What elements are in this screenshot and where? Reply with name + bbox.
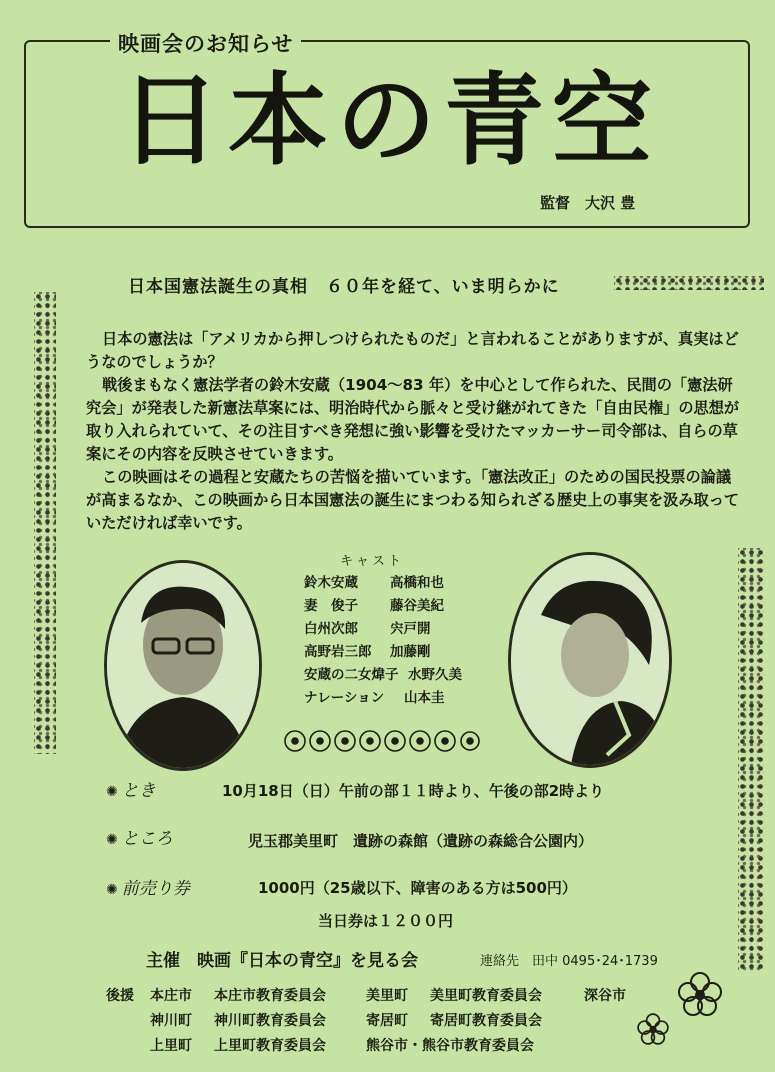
sponsor-item: 寄居町教育委員会 [430, 1013, 542, 1029]
cast-list [304, 572, 462, 710]
flower-icon [636, 1012, 670, 1050]
flower-bullet-icon: ✺ [106, 882, 118, 898]
cast-actor: 高橋和也 [390, 575, 444, 591]
cast-actor: 宍戸開 [390, 621, 431, 637]
flower-ornament [280, 726, 480, 760]
portrait-male-actor [104, 560, 262, 771]
cast-row [304, 572, 462, 595]
sponsor-item: 上里町教育委員会 [214, 1038, 326, 1054]
lace-border-right [738, 548, 764, 973]
advance-ticket-value: 1000円（25歳以下、障害のある方は500円） [258, 879, 577, 897]
sponsor-row [106, 1034, 626, 1059]
cast-actor: 加藤剛 [390, 644, 431, 660]
sponsors [106, 984, 626, 1059]
sponsor-item: 深谷市 [584, 988, 626, 1004]
advance-ticket-label: ✺ 前売り券 [106, 879, 190, 899]
portrait-female-actor [508, 552, 672, 768]
flower-bullet-icon: ✺ [106, 832, 118, 848]
organizer: 主催 映画『日本の青空』を見る会 [146, 951, 418, 971]
sponsor-item: 本庄市 [150, 988, 192, 1004]
when-label: ✺ とき [106, 781, 156, 801]
sponsor-item: 美里町 [366, 988, 408, 1004]
lace-border-left [34, 292, 56, 754]
sponsor-row [106, 1009, 626, 1034]
movie-title: 日本の青空 [120, 61, 660, 179]
intro-paragraph-2: 戦後まもなく憲法学者の鈴木安蔵（1904～83 年）を中心として作られた、民間の「憲法研究会」が発表した新憲法草案には、明治時代から脈々と受け継がれてきた「自由民権」の思想が取り入れられていて、その注目すべき発想に強い影響を受けたマッカーサー司令部は、自らの草案にその内容を反映させていきます。 [86, 376, 740, 463]
when-value: 10月18日（日）午前の部１１時より、午後の部2時より [222, 782, 605, 800]
intro-text [86, 328, 744, 535]
cast-row [304, 641, 462, 664]
tagline: 日本国憲法誕生の真相 ６０年を経て、いま明らかに [128, 277, 560, 297]
cast-heading: キャスト [340, 554, 405, 569]
cast-role: ナレーション [304, 690, 385, 706]
lace-border-top [614, 276, 764, 290]
sponsor-row [106, 984, 626, 1009]
cast-role: 妻 俊子 [304, 598, 358, 614]
cast-row [304, 664, 462, 687]
where-value: 児玉郡美里町 遺跡の森館（遺跡の森総合公園内） [248, 832, 594, 850]
sponsor-item: 美里町教育委員会 [430, 988, 542, 1004]
cast-row [304, 595, 462, 618]
cast-role: 安蔵の二女煒子 [304, 667, 399, 683]
sponsor-item: 寄居町 [366, 1013, 408, 1029]
cast-row [304, 618, 462, 641]
cast-row [304, 687, 462, 710]
header-caption: 映画会のお知らせ [110, 28, 301, 58]
intro-paragraph-3: この映画はその過程と安蔵たちの苦悩を描いています。「憲法改正」のための国民投票の論議が高まるなか、この映画から日本国憲法の誕生にまつわる知られざる歴史上の事実を汲み取っていただければ幸いです。 [86, 468, 740, 532]
cast-role: 鈴木安蔵 [304, 575, 358, 591]
flower-icon [676, 970, 724, 1022]
sponsor-item: 神川町教育委員会 [214, 1013, 326, 1029]
flower-bullet-icon: ✺ [106, 784, 118, 800]
sponsor-item: 上里町 [150, 1038, 192, 1054]
director-credit: 監督 大沢 豊 [540, 194, 636, 212]
cast-actor: 水野久美 [408, 667, 462, 683]
cast-role: 白州次郎 [304, 621, 358, 637]
sponsor-label: 後援 [106, 988, 134, 1004]
sponsor-item: 神川町 [150, 1013, 192, 1029]
sponsor-item: 本庄市教育委員会 [214, 988, 326, 1004]
cast-actor: 藤谷美紀 [390, 598, 444, 614]
intro-paragraph-1: 日本の憲法は「アメリカから押しつけられたものだ」と言われることがありますが、真実はどうなのでしょうか？ [86, 330, 739, 371]
cast-actor: 山本圭 [404, 690, 445, 706]
where-label: ✺ ところ [106, 829, 173, 849]
contact-info: 連絡先 田中 0495･24･1739 [480, 954, 658, 969]
sponsor-item: 熊谷市・熊谷市教育委員会 [366, 1038, 534, 1054]
cast-role: 高野岩三郎 [304, 644, 372, 660]
door-ticket: 当日券は１２００円 [318, 912, 454, 930]
